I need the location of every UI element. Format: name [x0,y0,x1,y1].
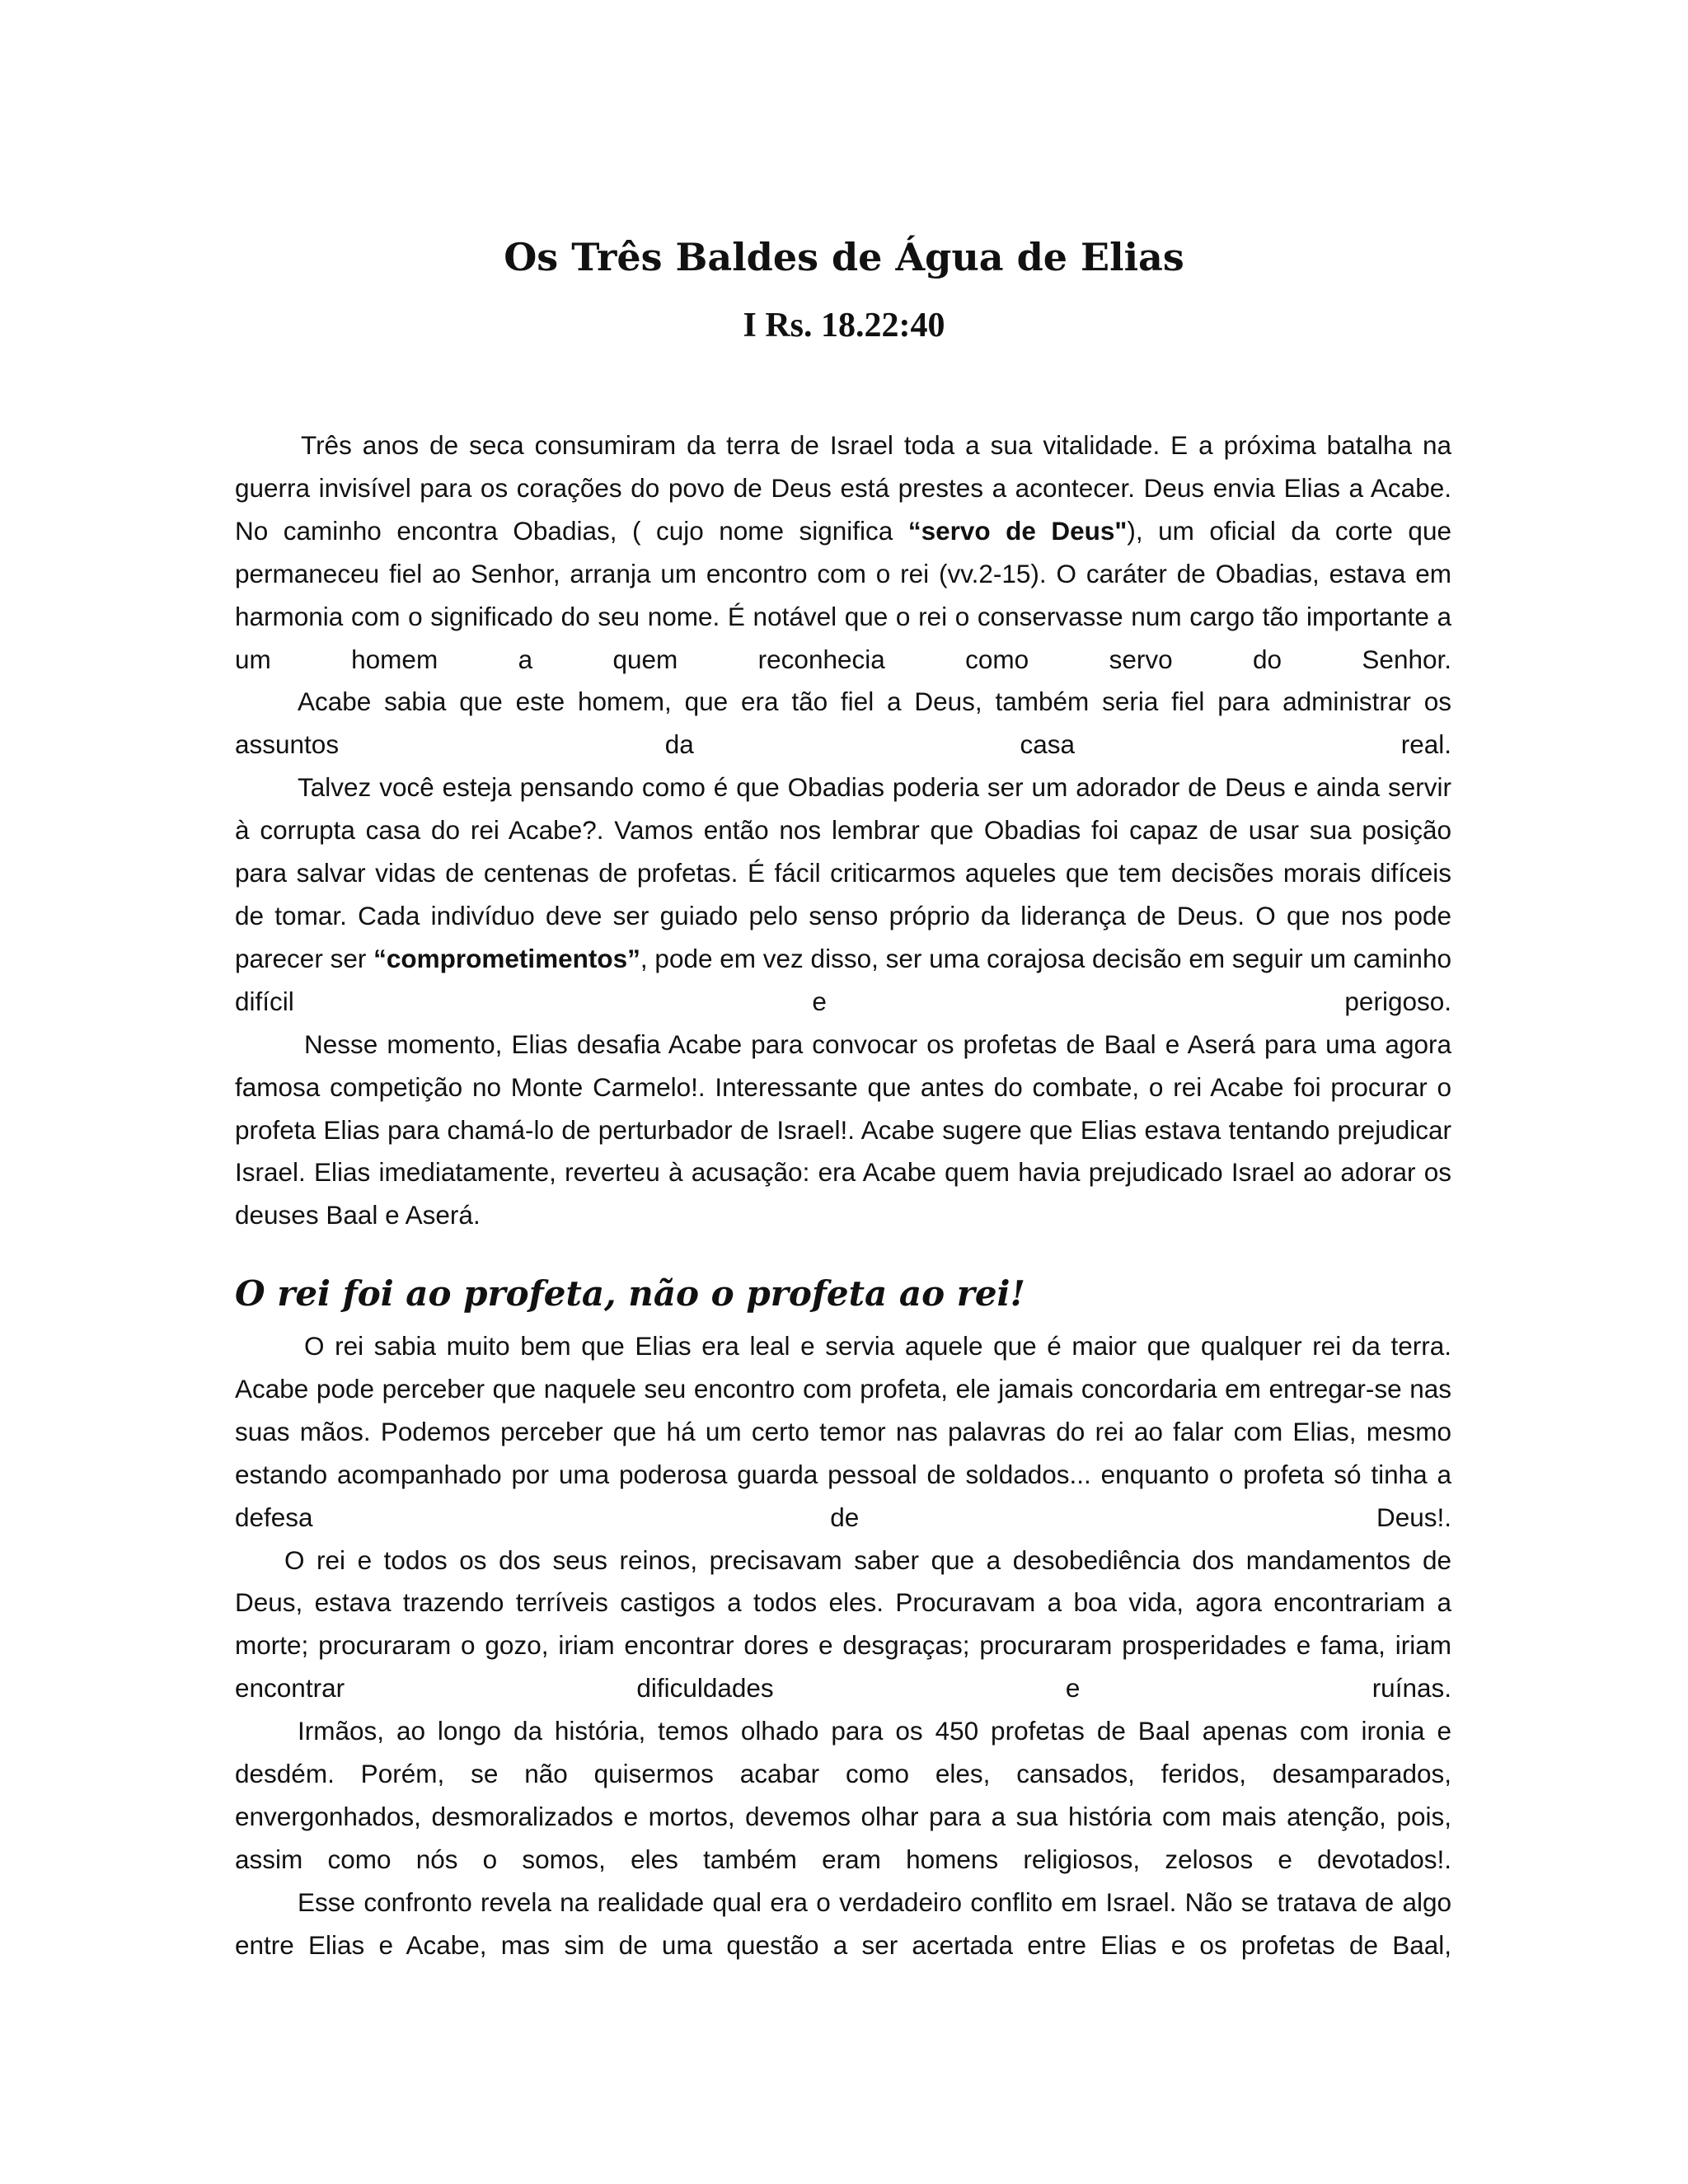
section-2-body [235,1325,1451,1967]
paragraph-2: Acabe sabia que este homem, que era tão fiel a Deus, também seria fiel para administrar os assuntos da casa real. [235,687,1451,760]
paragraph-7: Irmãos, ao longo da história, temos olhado para os 450 profetas de Baal apenas com ironia e desdém. Porém, se não quisermos acabar como eles, cansados, feridos, desamparados, envergonhados, desmoralizados e mortos, devemos olhar para a sua história com mais atenção, pois, assim como nós o somos, eles também eram homens religiosos, zelosos e devotados!. [235,1716,1451,1874]
paragraph-6: O rei e todos os dos seus reinos, precisavam saber que a desobediência dos mandamentos de Deus, estava trazendo terríveis castigos a todos eles. Procuravam a boa vida, agora encontrariam a morte; procuraram o gozo, iriam encontrar dores e desgraças; procuraram prosperidades e fama, iriam encontrar dificuldades e ruínas. [235,1544,1451,1704]
section-heading: O rei foi ao profeta, não o profeta ao rei! [235,1273,1025,1314]
section-1-body [235,424,1451,1237]
page-subtitle: I Rs. 18.22:40 [743,307,945,344]
paragraph-3-text-b: , pode em vez disso, ser uma corajosa decisão em seguir um caminho difícil e perigoso. [235,943,1451,1016]
paragraph-3-text-a: Talvez você esteja pensando como é que Obadias poderia ser um adorador de Deus e ainda servir à corrupta casa do rei Acabe?. Vamos então nos lembrar que Obadias foi capaz de usar sua posição para salvar vidas de centenas de profetas. É fácil criticarmos aqueles que tem decisões morais difíceis de tomar. Cada indivíduo deve ser guiado pelo senso próprio da liderança de Deus. O que nos pode parecer ser [235,772,1451,973]
page-title: Os Três Baldes de Água de Elias [504,235,1184,279]
paragraph-8: Esse confronto revela na realidade qual era o verdadeiro conflito em Israel. Não se tratava de algo entre Elias e Acabe, mas sim de uma questão a ser acertada entre Elias e os profetas de Baal, [235,1886,1451,1960]
paragraph-1 [235,424,1451,681]
paragraph-3-bold: “comprometimentos” [373,943,640,973]
paragraph-1-text-a: Três anos de seca consumiram da terra de Israel toda a sua vitalidade. E a próxima batalha na guerra invisível para os corações do povo de Deus está prestes a acontecer. Deus envia Elias a Acabe. No caminho encontra Obadias, ( cujo nome significa [235,430,1451,546]
paragraph-1-text-b: ), um oficial da corte que permaneceu fiel ao Senhor, arranja um encontro com o rei (vv.2-15). O caráter de Obadias, estava em harmonia com o significado do seu nome. É notável que o rei o conservasse num cargo tão importante a um homem a quem reconhecia como servo do Senhor. [235,515,1451,674]
paragraph-1-bold: “servo de Deus" [907,515,1128,546]
paragraph-3 [235,766,1451,1023]
paragraph-4: Nesse momento, Elias desafia Acabe para convocar os profetas de Baal e Aserá para uma agora famosa competição no Monte Carmelo!. Interessante que antes do combate, o rei Acabe foi procurar o profeta Elias para chamá-lo de perturbador de Israel!. Acabe sugere que Elias estava tentando prejudicar Israel. Elias imediatamente, reverteu à acusação: era Acabe quem havia prejudicado Israel ao adorar os deuses Baal e Aserá. [235,1029,1451,1230]
paragraph-5: O rei sabia muito bem que Elias era leal e servia aquele que é maior que qualquer rei da terra. Acabe pode perceber que naquele seu encontro com profeta, ele jamais concordaria em entregar-se nas suas mãos. Podemos perceber que há um certo temor nas palavras do rei ao falar com Elias, mesmo estando acompanhado por uma poderosa guarda pessoal de soldados... enquanto o profeta só tinha a defesa de Deus!. [235,1331,1451,1532]
